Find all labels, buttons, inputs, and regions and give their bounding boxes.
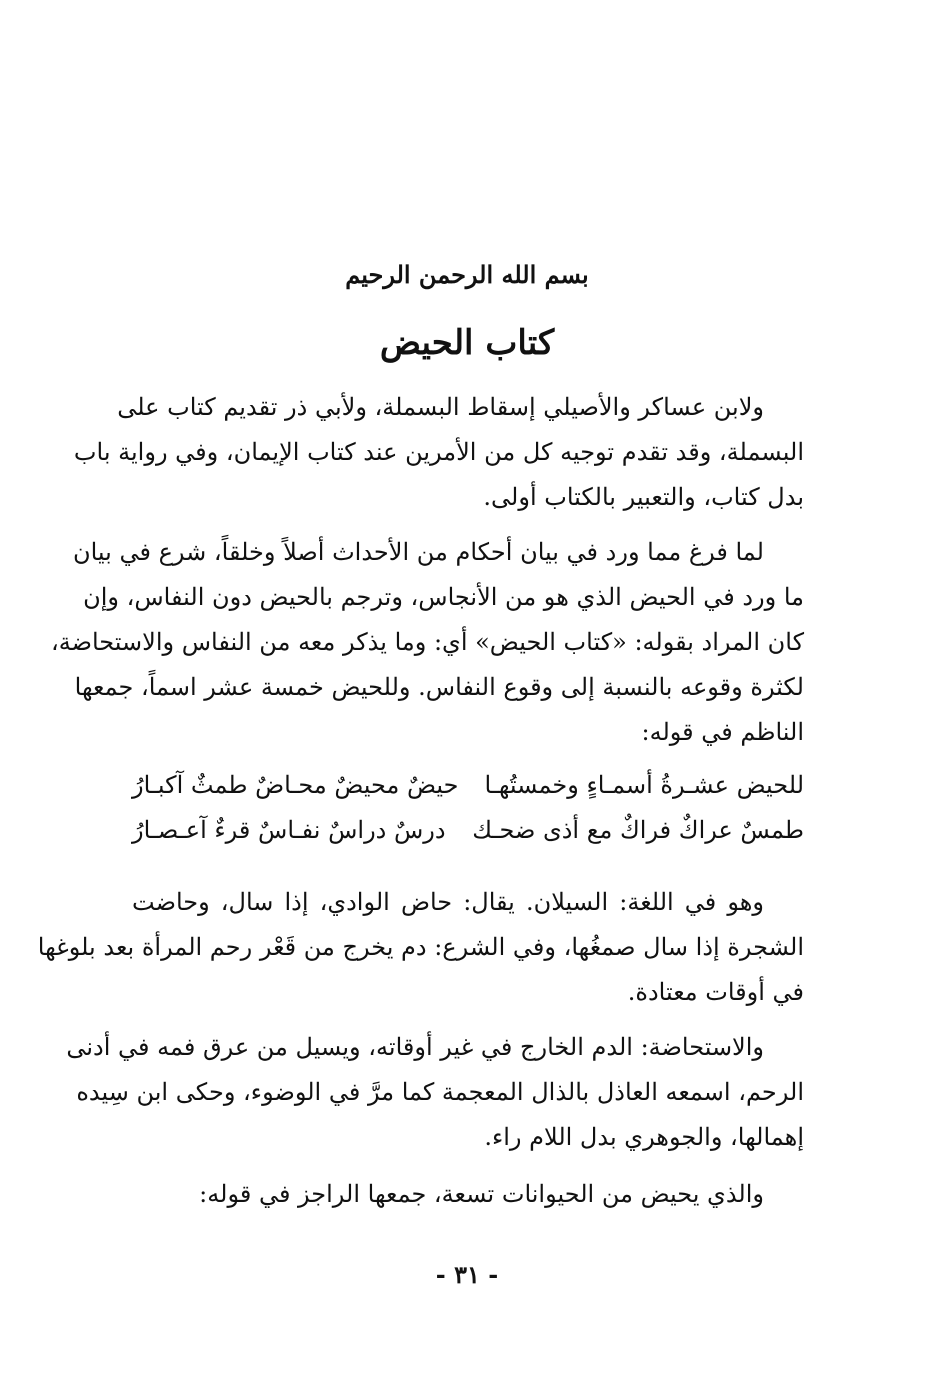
- paragraph-line: والذي يحيض من الحيوانات تسعة، جمعها الراجز في قوله:: [199, 1180, 764, 1208]
- paragraph-line: الشجرة إذا سال صمغُها، وفي الشرع: دم يخرج من قَعْر رحم المرأة بعد بلوغها: [37, 933, 804, 961]
- paragraph-line: لما فرغ مما ورد في بيان أحكام من الأحداث أصلاً وخلقاً، شرع في بيان: [72, 538, 764, 566]
- verse-first-hemistich: للحيض عشـرةُ أسمـاءٍ وخمستُهـا: [484, 771, 804, 799]
- paragraph-line: وهو في اللغة: السيلان. يقال: حاض الوادي، إذا سال، وحاضت: [132, 888, 764, 916]
- page-number: - ٣١ -: [435, 1260, 499, 1289]
- verse-second-hemistich: حيضٌ محيضٌ محـاضٌ طمثٌ آكبـارُ: [132, 771, 459, 799]
- basmala-heading: بسم الله الرحمن الرحيم: [345, 260, 589, 289]
- paragraph-line: الرحم، اسمعه العاذل بالذال المعجمة كما مرَّ في الوضوء، وحكى ابن سِيده: [76, 1078, 804, 1106]
- paragraph-line: ما ورد في الحيض الذي هو من الأنجاس، وترجم بالحيض دون النفاس، وإن: [83, 583, 804, 611]
- paragraph-line: لكثرة وقوعه بالنسبة إلى وقوع النفاس. وللحيض خمسة عشر اسماً، جمعها: [74, 673, 804, 701]
- paragraph-3: [37, 880, 804, 1015]
- paragraph-2: [50, 530, 804, 755]
- paragraph-line: إهمالها، والجوهري بدل اللام راء.: [484, 1123, 804, 1151]
- verse-second-hemistich: درسٌ دراسٌ نفـاسٌ قرءٌ آعـصـارُ: [132, 816, 446, 844]
- paragraph-line: البسملة، وقد تقدم توجيه كل من الأمرين عند كتاب الإيمان، وفي رواية باب: [73, 438, 804, 466]
- paragraph-line: في أوقات معتادة.: [627, 978, 804, 1006]
- paragraph-line: الناظم في قوله:: [641, 718, 804, 746]
- verse-first-hemistich: طمسٌ عراكٌ فراكٌ مع أذى ضحـك: [472, 816, 804, 844]
- paragraph-line: بدل كتاب، والتعبير بالكتاب أولى.: [483, 483, 804, 511]
- chapter-title: كتاب الحيض: [379, 323, 555, 363]
- paragraph-5: [132, 1172, 804, 1217]
- paragraph-line: ولابن عساكر والأصيلي إسقاط البسملة، ولأبي ذر تقديم كتاب على: [117, 393, 764, 421]
- paragraph-line: كان المراد بقوله: «كتاب الحيض» أي: وما يذكر معه من النفاس والاستحاضة،: [50, 628, 804, 656]
- paragraph-4: [66, 1025, 804, 1160]
- paragraph-line: والاستحاضة: الدم الخارج في غير أوقاته، ويسيل من عرق فمه في أدنى: [66, 1033, 764, 1061]
- paragraph-1: [73, 385, 804, 520]
